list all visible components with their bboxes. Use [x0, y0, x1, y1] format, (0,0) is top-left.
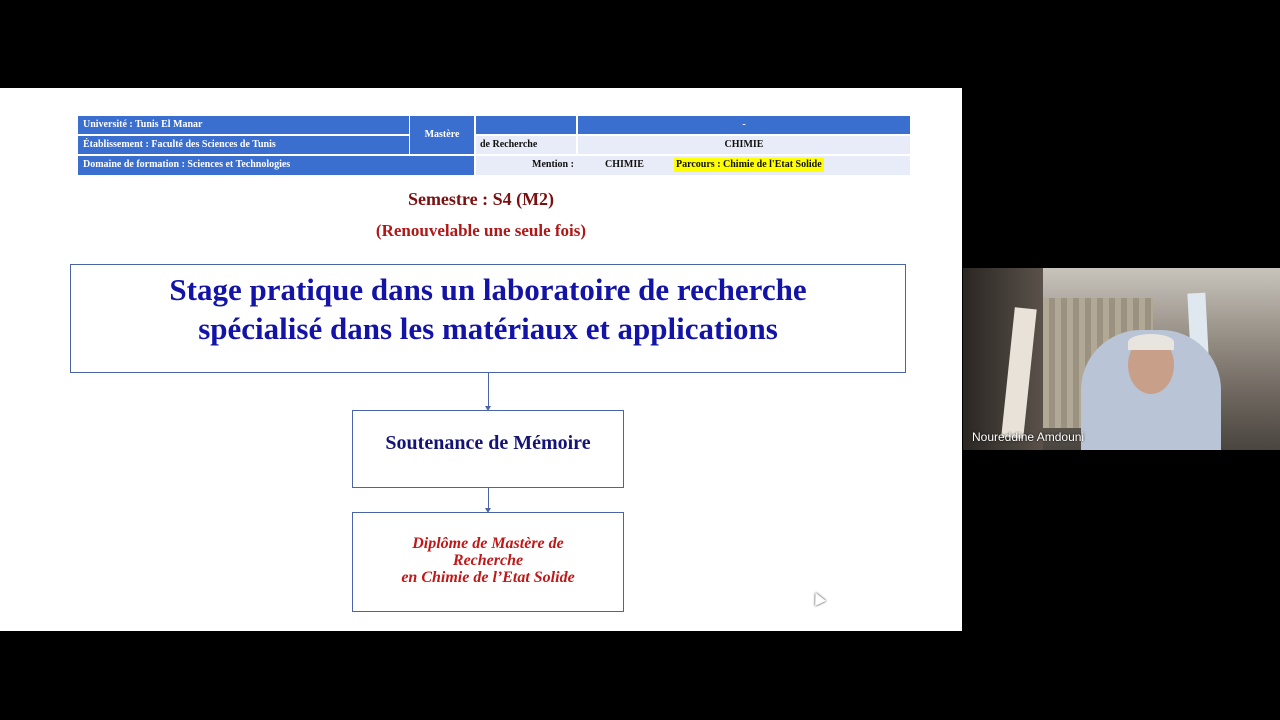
header-specialite: CHIMIE	[578, 136, 910, 154]
renouvelable-note: (Renouvelable une seule fois)	[375, 221, 587, 240]
arrow-down-2	[488, 488, 489, 509]
soutenance-label: Soutenance de Mémoire	[385, 432, 591, 454]
header-domaine: Domaine de formation : Sciences et Technologies	[78, 156, 474, 175]
diplome-line-2: Recherche	[452, 552, 524, 569]
soutenance-box	[352, 410, 624, 488]
diplome-box	[352, 512, 624, 612]
mention-label: Mention :	[532, 159, 574, 170]
diplome-line-3: en Chimie de l’Etat Solide	[401, 569, 575, 586]
parcours-highlight: Parcours : Chimie de l'Etat Solide	[676, 159, 822, 170]
header-cell-empty	[476, 116, 576, 134]
header-recherche: de Recherche	[476, 136, 576, 154]
arrow-down-1	[488, 373, 489, 407]
header-universite: Université : Tunis El Manar	[78, 116, 409, 134]
mention-value: CHIMIE	[605, 159, 644, 170]
header-mention-row	[476, 156, 910, 175]
participant-video-tile[interactable]	[963, 268, 1280, 450]
stage-line-2: spécialisé dans les matériaux et applications	[198, 311, 778, 346]
header-mastere: Mastère	[410, 116, 474, 154]
stage-box	[70, 264, 906, 373]
semestre-title: Semestre : S4 (M2)	[407, 189, 555, 209]
participant-name-label: Noureddine Amdouni	[972, 430, 1085, 444]
participant-hair	[1128, 334, 1174, 350]
diplome-line-1: Diplôme de Mastère de	[412, 535, 564, 552]
stage-line-1: Stage pratique dans un laboratoire de recherche	[169, 272, 807, 307]
header-row1-value: -	[578, 116, 910, 134]
header-etablissement: Établissement : Faculté des Sciences de Tunis	[78, 136, 409, 154]
